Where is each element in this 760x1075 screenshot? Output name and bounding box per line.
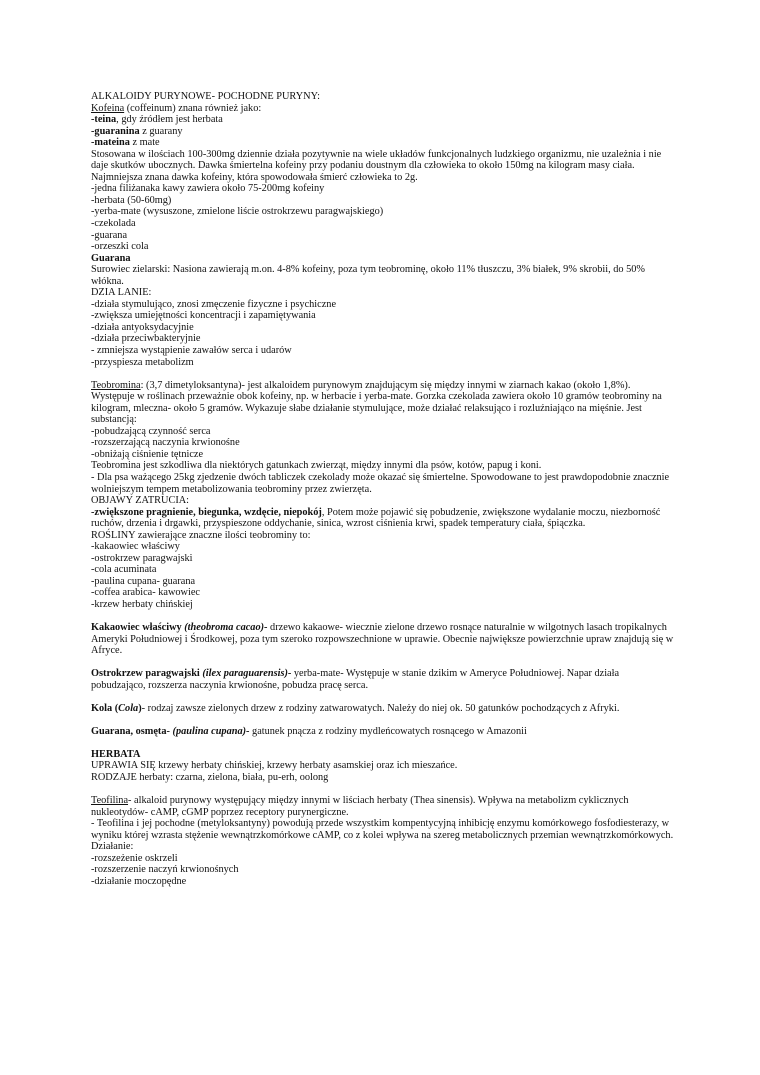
guarana-effect-item: -działa przeciwbakteryjnie	[91, 333, 201, 345]
plant-item: -krzew herbaty chińskiej	[91, 599, 193, 611]
kofeina-source-item: -orzeszki cola	[91, 241, 149, 253]
ostrokrzew-entry: Ostrokrzew paragwajski (ilex paraguarensis)- yerba-mate- Występuje w stanie dzikim w Ameryce Południowej. Napar działa	[91, 668, 620, 680]
teobromina-action-item: -obniżają ciśnienie tętnicze	[91, 448, 204, 460]
guarana-effects-heading: DZIA LANIE:	[91, 287, 152, 299]
kakaowiec-entry: Kakaowiec właściwy (theobroma cacao)- drzewo kakaowe- wiecznie zielone drzewo rosnące naturalnie w wilgotnych lasach tropikalnych	[91, 622, 667, 634]
teobromina-toxicity-line: wolniejszym tempem metabolizowania teobrominy przez zwierzęta.	[91, 483, 372, 495]
teofilina-intro: Teofilina- alkaloid purynowy występujący między innymi w liściach herbaty (Thea sinensis). Wpływa na metabolizm cyklicznych	[91, 795, 629, 807]
poisoning-symptoms-cont: ruchów, drzenia i drgawki, przyspieszone oddychanie, sinica, wzrost ciśnienia krwi, spadek temperatury ciała, śpiączka.	[91, 518, 586, 530]
teobromina-paragraph-line: substancją:	[91, 414, 137, 426]
plants-heading: ROŚLINY zawierające znaczne ilości teobrominy to:	[91, 529, 311, 541]
herbata-line: RODZAJE herbaty: czarna, zielona, biała, pu-erh, oolong	[91, 771, 329, 783]
kakaowiec-line: Ameryki Południowej i Środkowej, poza tym szeroko rozpowszechnione w uprawie. Obecnie największe powierzchnie upraw znajdują się w	[91, 633, 674, 645]
kofeina-term: Kofeina	[91, 102, 125, 114]
poisoning-symptoms: -zwiększone pragnienie, biegunka, wzdęcie, niepokój, Potem może pojawić się pobudzenie, zwiększone wydalanie moczu, niezborność	[91, 506, 661, 518]
teofilina-effect-item: -rozszeżenie oskrzeli	[91, 852, 178, 864]
guarana-effect-item: - zmniejsza wystąpienie zawałów serca i udarów	[91, 345, 292, 357]
teobromina-term: Teobromina	[91, 379, 141, 391]
guarana-effect-item: -przyspiesza metabolizm	[91, 356, 194, 368]
plant-item: -kakaowiec właściwy	[91, 541, 180, 553]
kofeina-source-item: -herbata (50-60mg)	[91, 194, 172, 206]
kakaowiec-line: Afryce.	[91, 645, 123, 657]
ostrokrzew-line: pobudzająco, rozszerza naczynia krwionośne, pobudza pracę serca.	[91, 679, 369, 691]
teobromina-action-item: -pobudzającą czynność serca	[91, 425, 211, 437]
kofeina-paragraph-line: Stosowana w ilościach 100-300mg dziennie działa pozytywnie na wiele układów funkcjonalnych ludzkiego organizmu, nie uzależnia i nie	[91, 148, 662, 160]
teofilina-effect-item: -działanie moczopędne	[91, 875, 187, 887]
plant-item: -coffea arabica- kawowiec	[91, 587, 200, 599]
page-title: ALKALOIDY PURYNOWE- POCHODNE PURYNY:	[91, 91, 320, 102]
kofeina-paragraph-line: Najmniejsza znana dawka kofeiny, która spowodowała śmierć człowieka to 2g.	[91, 171, 418, 183]
kofeina-source-item: -guarana	[91, 229, 128, 241]
kofeina-paragraph-line: daje skutków ubocznych. Dawka śmiertelna kofeiny przy podaniu doustnym dla człowieka to około 150mg na kilogram masy ciała.	[91, 160, 635, 172]
teobromina-paragraph-line: kilogram, mleczna- około 5 gramów. Wykazuje słabe działanie stymulujące, może działać relaksująco i rozluźniająco na mięśnie. Jest	[91, 402, 642, 414]
teofilina-line: wyniku której wzrasta stężenie wewnątrzkomórkowe cAMP, co z kolei wpływa na szereg metabolicznych przemian wewnątrzkomórkowych.	[91, 829, 674, 841]
teobromina-paragraph-line: Występuje w roślinach przeważnie obok kofeiny, np. w herbacie i yerba-mate. Gorzka czekolada zawiera około 10 gramów teobrominy na	[91, 391, 662, 403]
document-body	[91, 91, 681, 887]
kofeina-source-item: -czekolada	[91, 218, 136, 230]
kofeina-alias: -mateina z mate	[91, 137, 160, 149]
teofilina-term: Teofilina	[91, 795, 129, 807]
kofeina-alias: -guaranina z guarany	[91, 125, 183, 137]
kola-entry: Kola (Cola)- rodzaj zawsze zielonych drzew z rodziny zatwarowatych. Należy do niej ok. 50 gatunków pochodzących z Afryki.	[91, 702, 620, 714]
teofilina-effects-heading: Działanie:	[91, 841, 134, 853]
kofeina-intro: Kofeina (coffeinum) znana również jako:	[91, 102, 262, 114]
teofilina-effect-item: -rozszerzenie naczyń krwionośnych	[91, 864, 239, 876]
guarana-effect-item: -zwiększa umiejętności koncentracji i zapamiętywania	[91, 310, 316, 322]
herbata-line: UPRAWIA SIĘ krzewy herbaty chińskiej, krzewy herbaty asamskiej oraz ich mieszańce.	[91, 760, 458, 772]
guarana-effect-item: -działa stymulująco, znosi zmęczenie fizyczne i psychiczne	[91, 298, 337, 310]
teobromina-toxicity-line: Teobromina jest szkodliwa dla niektórych gatunkach zwierząt, między innymi dla psów, kotów, papug i koni.	[91, 460, 542, 472]
guarana-description-line: Surowiec zielarski: Nasiona zawierają m.on. 4-8% kofeiny, poza tym teobrominę, około 11% tłuszczu, 3% białek, 9% skrobii, do 50%	[91, 264, 645, 276]
plant-item: -paulina cupana- guarana	[91, 575, 196, 587]
teobromina-toxicity-line: - Dla psa ważącego 25kg zjedzenie dwóch tabliczek czekolady może okazać się śmiertelne. Spowodowane to jest prawdopodobnie znacznie	[91, 472, 670, 483]
guarana-effect-item: -działa antyoksydacyjnie	[91, 321, 194, 333]
teobromina-intro: Teobromina: (3,7 dimetyloksantyna)- jest alkaloidem purynowym znajdującym się między innymi w ziarnach kakao (około 1,8%).	[91, 379, 631, 391]
guarana-description-line: włókna.	[91, 275, 124, 287]
guarana-osmeta-entry: Guarana, osmęta- (paulina cupana)- gatunek pnącza z rodziny mydleńcowatych rosnącego w Amazonii	[91, 725, 527, 737]
kofeina-source-item: -jedna filiżanaka kawy zawiera około 75-200mg kofeiny	[91, 183, 325, 195]
guarana-heading: Guarana	[91, 252, 131, 264]
teofilina-line: nukleotydów- cAMP, cGMP poprzez receptory purynergiczne.	[91, 806, 349, 818]
kofeina-alias: -teina, gdy źródłem jest herbata	[91, 114, 223, 126]
plant-item: -cola acuminata	[91, 564, 157, 576]
kofeina-source-item: -yerba-mate (wysuszone, zmielone liście ostrokrzewu paragwajskiego)	[91, 206, 384, 218]
plant-item: -ostrokrzew paragwajski	[91, 552, 193, 564]
teobromina-action-item: -rozszerzającą naczynia krwionośne	[91, 437, 240, 449]
teofilina-line: - Teofilina i jej pochodne (metyloksantyny) powodują przede wszystkim kompentycyjną inhibicję enzymu komórkowego fosfodiesterazy, w	[91, 818, 670, 830]
poisoning-heading: OBJAWY ZATRUCIA:	[91, 495, 190, 507]
herbata-heading: HERBATA	[91, 748, 141, 760]
